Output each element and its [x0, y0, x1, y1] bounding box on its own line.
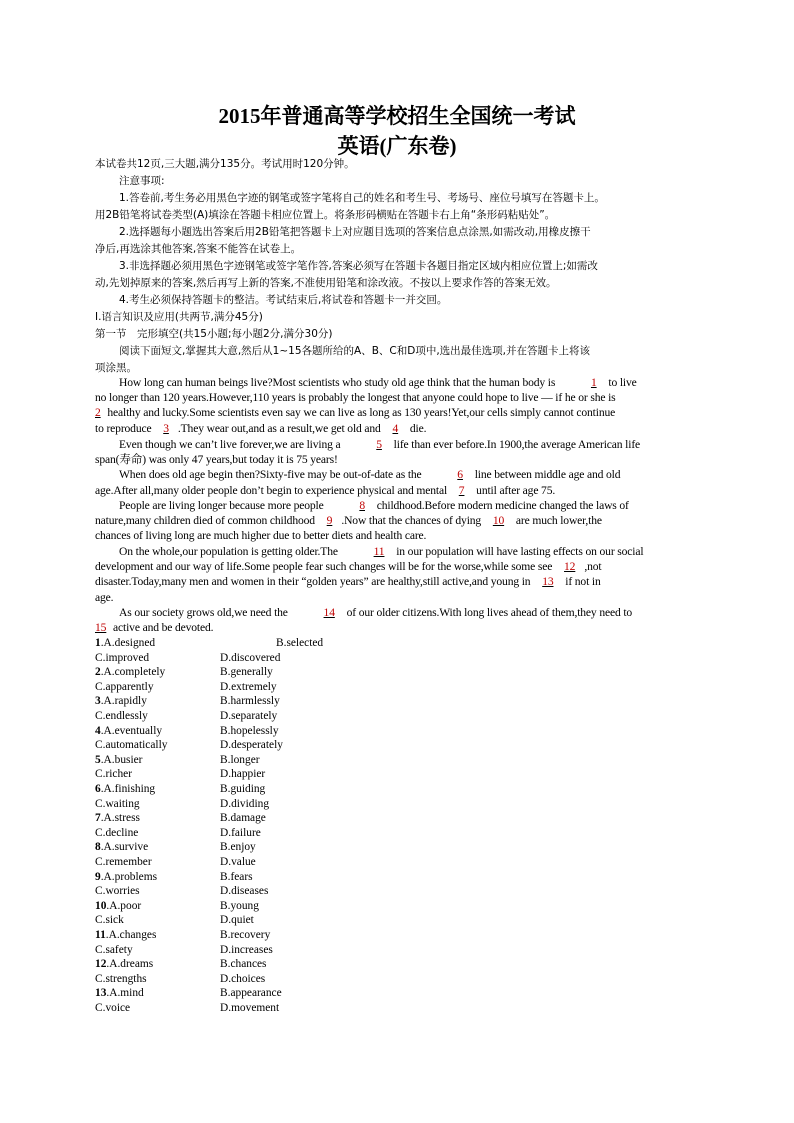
option-d: D.failure — [220, 826, 261, 839]
question-number: 1 — [95, 637, 101, 649]
note-1: 1.答卷前,考生务必用黑色字迹的钢笔或签字笔将自己的姓名和考生号、考场号、座位号填写在答题卡上。 — [119, 192, 605, 204]
blank-4: 4 — [392, 422, 399, 435]
option-b: B.generally — [220, 666, 273, 679]
option-a: 11.A.changes — [95, 929, 157, 941]
passage-line: On the whole,our population is getting older.The 11 in our population will have lasting effects on our social — [119, 545, 644, 558]
passage-line: How long can human beings live?Most scientists who study old age think that the human body is 1 to live — [119, 376, 637, 389]
option-c: C.decline — [95, 826, 139, 839]
option-c: C.automatically — [95, 739, 168, 752]
question-number: 3 — [95, 695, 101, 708]
exam-subtitle: 英语(广东卷) — [337, 134, 457, 158]
passage-line: chances of living long are much higher due to better diets and health care. — [95, 529, 427, 542]
passage-line: to reproduce 3 .They wear out,and as a result,we get old and 4 die. — [95, 422, 427, 435]
question-number: 6 — [95, 783, 101, 795]
blank-11: 11 — [373, 545, 385, 558]
passage-line: age.After all,many older people don’t begin to experience physical and mental 7 until after age 75. — [95, 484, 556, 497]
option-b: B.hopelessly — [220, 724, 279, 737]
option-d: D.diseases — [220, 885, 269, 898]
option-a: 10.A.poor — [95, 899, 142, 912]
passage-line: nature,many children died of common childhood 9 .Now that the chances of dying 10 are much lower,the — [95, 514, 602, 527]
note-3-cont: 动,先划掉原来的答案,然后再写上新的答案,不准使用铅笔和涂改液。不按以上要求作答的答案无效。 — [95, 277, 557, 289]
option-b: B.longer — [220, 753, 260, 766]
option-d: D.discovered — [220, 651, 281, 664]
option-a: 2.A.completely — [95, 666, 166, 679]
question-number: 7 — [95, 812, 101, 825]
exam-title: 2015年普通高等学校招生全国统一考试 — [218, 104, 576, 128]
blank-8: 8 — [359, 499, 365, 512]
option-d: D.increases — [220, 943, 273, 956]
option-c: C.strengths — [95, 972, 147, 985]
option-d: D.movement — [220, 1002, 280, 1014]
blank-15: 15 — [95, 621, 107, 634]
question-number: 8 — [95, 841, 101, 854]
option-b: B.selected — [276, 637, 324, 649]
question-number: 11 — [95, 929, 106, 941]
option-c: C.endlessly — [95, 710, 148, 722]
option-b: B.harmlessly — [220, 695, 280, 708]
option-d: D.choices — [220, 972, 266, 985]
option-b: B.recovery — [220, 929, 271, 941]
option-b: B.fears — [220, 870, 253, 883]
question-number: 2 — [95, 666, 101, 679]
option-a: 12.A.dreams — [95, 958, 154, 971]
blank-2: 2 — [95, 406, 101, 419]
option-c: C.worries — [95, 885, 140, 898]
option-c: C.waiting — [95, 797, 140, 810]
blank-3: 3 — [163, 422, 169, 435]
option-b: B.young — [220, 899, 259, 912]
option-a: 13.A.mind — [95, 987, 144, 1000]
blank-9: 9 — [326, 514, 333, 527]
note-4: 4.考生必须保持答题卡的整洁。考试结束后,将试卷和答题卡一并交回。 — [119, 294, 448, 306]
option-d: D.quiet — [220, 914, 254, 927]
question-number: 4 — [95, 724, 101, 737]
passage-line: Even though we can’t live forever,we are living a 5 life than ever before.In 1900,the average American life — [119, 438, 641, 451]
note-2: 2.选择题每小题选出答案后用2B铅笔把答题卡上对应题目选项的答案信息点涂黑,如需改动,用橡皮擦干 — [119, 226, 591, 238]
passage-line: As our society grows old,we need the 14 of our older citizens.With long lives ahead of them,they need to — [119, 606, 633, 619]
option-c: C.sick — [95, 914, 124, 927]
option-d: D.desperately — [220, 739, 283, 752]
note-1-cont: 用2B铅笔将试卷类型(A)填涂在答题卡相应位置上。将条形码横贴在答题卡右上角“条形码粘贴处”。 — [95, 209, 556, 221]
passage-line: People are living longer because more people 8 childhood.Before modern medicine changed the laws of — [119, 499, 629, 512]
passage-line: disaster.Today,many men and women in their “golden years” are healthy,still active,and young in 13 if not in — [95, 575, 601, 588]
note-3: 3.非选择题必须用黑色字迹钢笔或签字笔作答,答案必须写在答题卡各题目指定区域内相应位置上;如需改 — [119, 260, 598, 272]
blank-5: 5 — [376, 438, 382, 451]
blank-1: 1 — [590, 376, 597, 389]
instructions: 阅读下面短文,掌握其大意,然后从1~15各题所给的A、B、C和D项中,选出最佳选项,并在答题卡上将该 — [119, 345, 590, 357]
instructions-cont: 项涂黑。 — [95, 362, 137, 374]
option-b: B.damage — [220, 812, 266, 825]
option-a: 9.A.problems — [95, 870, 158, 883]
passage-line: span(寿命) was only 47 years,but today it is 75 years! — [95, 453, 338, 466]
option-a: 3.A.rapidly — [95, 695, 147, 708]
option-b: B.appearance — [220, 987, 282, 1000]
option-a: 6.A.finishing — [95, 783, 156, 795]
part1-heading: Ⅰ.语言知识及应用(共两节,满分45分) — [95, 311, 263, 323]
question-number: 5 — [95, 753, 101, 766]
section1-heading: 第一节 完形填空(共15小题;每小题2分,满分30分) — [95, 328, 333, 340]
option-d: D.value — [220, 856, 256, 868]
passage-line: 15 active and be devoted. — [95, 621, 214, 634]
option-d: D.extremely — [220, 680, 277, 693]
note-2-cont: 净后,再选涂其他答案,答案不能答在试卷上。 — [95, 243, 302, 255]
option-b: B.guiding — [220, 783, 266, 795]
blank-14: 14 — [323, 606, 335, 619]
passage-line: development and our way of life.Some people fear such changes will be for the worse,while some see 12 ,not — [95, 560, 602, 573]
option-c: C.voice — [95, 1002, 131, 1014]
option-d: D.dividing — [220, 797, 270, 810]
option-a: 5.A.busier — [95, 753, 143, 766]
question-number: 10 — [95, 899, 107, 912]
option-b: B.chances — [220, 958, 267, 971]
blank-6: 6 — [457, 468, 463, 481]
option-d: D.happier — [220, 768, 266, 781]
option-c: C.richer — [95, 768, 133, 781]
option-a: 1.A.designed — [95, 637, 156, 649]
blank-10: 10 — [492, 514, 505, 527]
blank-13: 13 — [542, 575, 554, 588]
question-number: 9 — [95, 870, 101, 883]
option-c: C.safety — [95, 943, 133, 956]
passage-line: 2 healthy and lucky.Some scientists even say we can live as long as 130 years!Yet,our cells simply cannot continue — [95, 406, 616, 419]
passage-line: no longer than 120 years.However,110 years is probably the longest that anyone could hope to live — if he or she is — [95, 391, 616, 404]
question-number: 12 — [95, 958, 107, 971]
option-a: 4.A.eventually — [95, 724, 163, 737]
notes-heading: 注意事项: — [119, 175, 165, 187]
option-b: B.enjoy — [220, 841, 256, 854]
blank-12: 12 — [564, 560, 576, 573]
blank-7: 7 — [458, 484, 465, 497]
passage-line: When does old age begin then?Sixty-five may be out-of-date as the 6 line between middle age and old — [119, 468, 621, 481]
option-d: D.separately — [220, 710, 278, 722]
option-c: C.improved — [95, 651, 150, 664]
option-a: 7.A.stress — [95, 812, 140, 825]
question-number: 13 — [95, 987, 107, 1000]
option-a: 8.A.survive — [95, 841, 149, 854]
exam-intro: 本试卷共12页,三大题,满分135分。考试用时120分钟。 — [95, 158, 355, 170]
option-c: C.apparently — [95, 680, 154, 693]
option-c: C.remember — [95, 856, 152, 868]
passage-line: age. — [95, 591, 114, 604]
